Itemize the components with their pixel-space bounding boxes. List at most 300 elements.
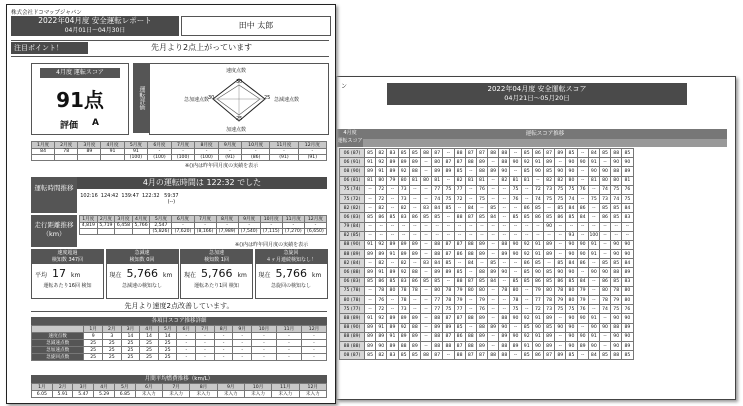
sheet2-cell: -- xyxy=(443,149,454,158)
table-row xyxy=(340,323,634,332)
company-name: 株式会社ドコマップジャパン xyxy=(11,10,82,16)
sheet2-cell: 88 xyxy=(454,277,465,286)
distance-prev-cell xyxy=(132,229,150,235)
sheet2-cell: 90 xyxy=(566,158,577,167)
table-row xyxy=(340,268,634,277)
sheet2-cell: -- xyxy=(588,296,599,305)
sheet2-cell: 89 xyxy=(476,250,487,259)
stat-foot: 運転あたり16回 検知 xyxy=(43,283,92,289)
sheet2-cell: 77 xyxy=(454,305,465,314)
sheet2-cell: 89 xyxy=(365,323,376,332)
stat-foot: 急旋回の検知なし xyxy=(270,283,311,289)
sheet2-cell: -- xyxy=(365,305,376,314)
month-score-cell: - xyxy=(195,149,219,155)
table-row xyxy=(340,259,634,268)
sheet2-cell: -- xyxy=(577,167,588,176)
sheet2-row-label: 82 (84) xyxy=(340,259,365,268)
sheet2-cell: 89 xyxy=(488,268,499,277)
sheet2-cell: 80 xyxy=(432,286,443,295)
sheet2-cell: 76 xyxy=(510,194,521,203)
sheet2-cell: 89 xyxy=(398,314,409,323)
month-header-cell: 11月度 xyxy=(270,142,298,149)
month-prev-cell: (86) xyxy=(242,155,270,161)
detail-cell: 3 xyxy=(102,333,121,340)
month-prev-cell: (91) xyxy=(298,155,326,161)
detail-cell: - xyxy=(233,347,252,354)
sheet2-cell: 81 xyxy=(476,176,487,185)
sheet2-cell: -- xyxy=(420,332,431,341)
sheet2-cell: 92 xyxy=(521,250,532,259)
sheet2-cell: -- xyxy=(365,286,376,295)
sheet2-cell: 85 xyxy=(432,277,443,286)
sheet2-cell: -- xyxy=(387,185,398,194)
sheet2-cell: 82 xyxy=(499,176,510,185)
table-row xyxy=(340,194,634,203)
sheet2-cell: 91 xyxy=(532,240,543,249)
sheet2-cell: 89 xyxy=(544,332,555,341)
sheet2-cell: 90 xyxy=(611,314,622,323)
sheet2-cell: 86 xyxy=(599,277,610,286)
month-score-cell: - xyxy=(270,149,298,155)
distance-prev-cell: (7,115) xyxy=(260,229,282,235)
drive-time-value: 139:47 xyxy=(121,193,139,199)
sheet2-cell: 81 xyxy=(432,176,443,185)
sheet2-row-label: 06 (91) xyxy=(340,158,365,167)
table-row xyxy=(340,158,634,167)
detail-cell: - xyxy=(177,333,196,340)
month-score-cell: 91 xyxy=(101,149,124,155)
sheet2-cell: 83 xyxy=(398,213,409,222)
sheet2-cell: -- xyxy=(521,286,532,295)
sheet2-cell: 92 xyxy=(376,158,387,167)
stat-row xyxy=(256,267,327,280)
sheet2-cell: 87 xyxy=(476,149,487,158)
sheet2-header xyxy=(387,77,687,107)
detail-cell: - xyxy=(301,340,326,347)
sheet2-cell: -- xyxy=(454,231,465,240)
detail-cell: - xyxy=(301,347,326,354)
sheet2-cell: 90 xyxy=(566,250,577,259)
distance-header-cell: 2月度 xyxy=(97,216,115,223)
sheet2-cell: 80 xyxy=(510,286,521,295)
sheet2-cell: 90 xyxy=(510,250,521,259)
distance-value-cell: 4,819 xyxy=(80,223,98,229)
sheet2-cell: 74 xyxy=(566,194,577,203)
fuel-month-cell: 9月 xyxy=(217,384,244,391)
sheet2-cell: 85 xyxy=(599,149,610,158)
sheet2-cell: 85 xyxy=(476,213,487,222)
sheet2-cell: -- xyxy=(443,222,454,231)
sheet2-cell: 81 xyxy=(521,176,532,185)
sheet2-cell: -- xyxy=(588,305,599,314)
sheet2-cell: 90 xyxy=(566,314,577,323)
sheet2-cell: 75 xyxy=(443,305,454,314)
sheet2-cell: 90 xyxy=(566,268,577,277)
sheet2-cell: 91 xyxy=(532,332,543,341)
table-row xyxy=(340,213,634,222)
sheet2-cell: 91 xyxy=(376,323,387,332)
sheet2-cell: -- xyxy=(420,341,431,350)
sheet2-cell: 89 xyxy=(544,314,555,323)
detail-cell: 25 xyxy=(140,354,159,361)
sheet2-cell: 88 xyxy=(409,167,420,176)
sheet2-row-label: 06 (88) xyxy=(340,268,365,277)
sheet2-cell: -- xyxy=(443,176,454,185)
month-header-cell: 4月度 xyxy=(101,142,124,149)
sheet2-cell: 89 xyxy=(577,341,588,350)
distance-header-cell: 11月度 xyxy=(282,216,304,223)
sheet2-cell: -- xyxy=(555,222,566,231)
month-header-cell: 12月度 xyxy=(298,142,326,149)
sheet2-cell: -- xyxy=(465,185,476,194)
sheet2-cell: 78 xyxy=(409,286,420,295)
sheet2-cell: -- xyxy=(577,149,588,158)
detail-cell: - xyxy=(196,340,215,347)
sheet2-cell: 88 xyxy=(454,213,465,222)
sheet2-cell: 84 xyxy=(465,259,476,268)
radar-svg xyxy=(150,64,328,134)
month-header-cell: 3月度 xyxy=(78,142,101,149)
sheet2-cell: 90 xyxy=(611,250,622,259)
distance-header-cell: 1月度 xyxy=(80,216,98,223)
sheet2-cell: 85 xyxy=(521,167,532,176)
monthly-score-table xyxy=(31,141,327,161)
sheet2-cell: 82 xyxy=(376,259,387,268)
sheet2-cell: -- xyxy=(588,259,599,268)
month-header-cell: 5月度 xyxy=(124,142,148,149)
table-row xyxy=(340,277,634,286)
sheet2-cell: 74 xyxy=(599,305,610,314)
sheet2-cell: -- xyxy=(510,222,521,231)
sheet2-cell: 75 xyxy=(443,194,454,203)
sheet2-cell: 90 xyxy=(588,341,599,350)
distance-header-cell: 7月度 xyxy=(194,216,216,223)
sheet2-row-label: 08 (90) xyxy=(340,167,365,176)
sheet2-cell: 87 xyxy=(465,277,476,286)
detail-cell: 25 xyxy=(121,347,140,354)
sheet2-cell: 89 xyxy=(499,250,510,259)
sheet2-cell: 87 xyxy=(454,240,465,249)
month-header-cell: 8月度 xyxy=(195,142,219,149)
distance-value-cell: - xyxy=(304,223,326,229)
sheet2-cell: 81 xyxy=(409,176,420,185)
sheet2-cell: 85 xyxy=(566,277,577,286)
sheet2-cell: 90 xyxy=(566,323,577,332)
sheet2-cell: 78 xyxy=(611,286,622,295)
sheet2-cell: 79 xyxy=(555,296,566,305)
grade-value: A xyxy=(92,118,99,128)
radar-left-value: 30 xyxy=(208,95,215,101)
detail-cell: - xyxy=(214,354,233,361)
sheet2-cell: 89 xyxy=(398,158,409,167)
sheet2-cell: 86 xyxy=(376,213,387,222)
sheet2-cell: 84 xyxy=(588,149,599,158)
sheet2-cell: 86 xyxy=(521,259,532,268)
improve-text: 先月より速度2点改善しています。 xyxy=(31,301,327,312)
sheet2-cell: -- xyxy=(488,158,499,167)
sheet2-cell: 88 xyxy=(465,250,476,259)
detail-month-cell: 9月 xyxy=(233,326,252,333)
fuel-month-cell: 11月 xyxy=(272,384,299,391)
detail-cell: - xyxy=(301,354,326,361)
sheet2-cell: 90 xyxy=(376,341,387,350)
sheet2-row-label: 06 (87) xyxy=(340,149,365,158)
detail-cell: - xyxy=(196,347,215,354)
sheet2-cell: -- xyxy=(420,286,431,295)
sheet2-cell: 88 xyxy=(465,314,476,323)
sheet2-cell: 90 xyxy=(577,240,588,249)
sheet2-cell: -- xyxy=(488,305,499,314)
sheet2-cell: 91 xyxy=(532,314,543,323)
sheet2-cell: 81 xyxy=(365,176,376,185)
distance-prev-cell xyxy=(97,229,115,235)
sheet2-cell: -- xyxy=(599,314,610,323)
sheet2-cell: 90 xyxy=(588,323,599,332)
sheet2-cell: 85 xyxy=(521,149,532,158)
sheet2-cell: -- xyxy=(488,332,499,341)
table-row xyxy=(340,167,634,176)
detail-cell: - xyxy=(214,333,233,340)
sheet2-cell: 90 xyxy=(510,314,521,323)
sheet2-cell: 82 xyxy=(376,351,387,360)
sheet2-cell: 84 xyxy=(566,204,577,213)
sheet2-cell: 84 xyxy=(588,351,599,360)
distance-value-cell: - xyxy=(238,223,260,229)
detail-month-cell: 1月 xyxy=(84,326,103,333)
radar-top-value: 30 xyxy=(236,79,243,85)
sheet2-cell: 72 xyxy=(454,194,465,203)
sheet2-cell: -- xyxy=(420,268,431,277)
stat-unit: km xyxy=(163,272,173,279)
sheet2-cell: 90 xyxy=(510,240,521,249)
sheet2-cell: 90 xyxy=(588,167,599,176)
sheet2-row-label: 75 (78) xyxy=(340,286,365,295)
sheet2-cell: 90 xyxy=(622,314,633,323)
sheet2-cell: -- xyxy=(420,323,431,332)
detail-cell: - xyxy=(276,333,301,340)
sheet2-cell: -- xyxy=(532,222,543,231)
sheet2-cell: 86 xyxy=(521,204,532,213)
sheet2-cell: 85 xyxy=(454,268,465,277)
sheet2-cell: 85 xyxy=(555,204,566,213)
sheet2-cell: -- xyxy=(521,194,532,203)
sheet2-cell: -- xyxy=(521,296,532,305)
table-row xyxy=(32,354,327,361)
sheet2-cell: -- xyxy=(488,185,499,194)
sheet2-cell: 88 xyxy=(432,240,443,249)
table-row xyxy=(32,347,327,354)
sheet2-cell: 89 xyxy=(387,314,398,323)
sheet2-cell: 84 xyxy=(622,259,633,268)
sheet2-cell: -- xyxy=(420,314,431,323)
detail-month-cell: 3月 xyxy=(121,326,140,333)
detail-cell: 25 xyxy=(84,340,103,347)
detail-cell: - xyxy=(177,347,196,354)
sheet2-cell: -- xyxy=(387,231,398,240)
sheet2-cell: -- xyxy=(510,323,521,332)
sheet2-cell: 87 xyxy=(465,213,476,222)
sheet2-cell: 77 xyxy=(432,185,443,194)
drive-time-cell xyxy=(161,193,181,205)
sheet2-cell: 87 xyxy=(443,240,454,249)
sheet2-cell: 89 xyxy=(622,323,633,332)
sheet2-cell: -- xyxy=(599,341,610,350)
sheet2-cell: 73 xyxy=(398,305,409,314)
sheet2-cell: 92 xyxy=(521,158,532,167)
fuel-value-cell: 未入力 xyxy=(162,391,189,398)
sheet2-cell: 85 xyxy=(398,149,409,158)
fuel-title: 月間平均燃費推移（km/L） xyxy=(31,375,327,383)
table-row xyxy=(32,333,327,340)
sheet2-cell: 90 xyxy=(599,268,610,277)
sheet2-cell: 77 xyxy=(532,296,543,305)
sheet2-cell: 89 xyxy=(510,341,521,350)
sheet2-cell: 91 xyxy=(521,341,532,350)
sheet2-cell: 82 xyxy=(376,204,387,213)
fuel-value-cell: 未入力 xyxy=(135,391,162,398)
sheet2-cell: -- xyxy=(599,222,610,231)
sheet2-cell: 80 xyxy=(398,176,409,185)
sheet2-cell: 87 xyxy=(454,314,465,323)
safety-report-front xyxy=(6,4,336,404)
sheet2-cell: -- xyxy=(365,222,376,231)
sheet2-cell: 92 xyxy=(398,268,409,277)
month-prev-cell: (100) xyxy=(124,155,148,161)
grade-label: 評価 xyxy=(60,121,79,131)
sheet2-cell: 89 xyxy=(387,323,398,332)
sheet2-cell: 89 xyxy=(365,250,376,259)
sheet2-cell: 75 xyxy=(611,185,622,194)
sheet2-row-label: 82 (82) xyxy=(340,204,365,213)
sheet2-cell: -- xyxy=(544,259,555,268)
sheet2-cell: -- xyxy=(510,167,521,176)
sheet2-cell: 90 xyxy=(577,332,588,341)
sheet2-cell: 76 xyxy=(622,185,633,194)
sheet2-cell: 85 xyxy=(365,351,376,360)
sheet2-cell: 88 xyxy=(465,240,476,249)
sheet2-cell: 83 xyxy=(622,277,633,286)
sheet2-cell: 79 xyxy=(577,296,588,305)
sheet2-cell: 85 xyxy=(521,277,532,286)
detail-cell: 14 xyxy=(140,333,159,340)
sheet2-cell: 89 xyxy=(409,341,420,350)
sheet2-cell: 87 xyxy=(476,351,487,360)
sheet2-cell: -- xyxy=(387,259,398,268)
detail-cell: 14 xyxy=(158,333,177,340)
sheet2-cell: 90 xyxy=(611,341,622,350)
sheet2-cell: 82 xyxy=(454,176,465,185)
sheet2-cell: -- xyxy=(577,351,588,360)
sheet2-cell: -- xyxy=(555,158,566,167)
sheet2-cell: 85 xyxy=(532,259,543,268)
detail-cell: - xyxy=(251,354,276,361)
sheet2-cell: 91 xyxy=(588,158,599,167)
sheet2-cell: -- xyxy=(499,204,510,213)
sheet2-cell: 78 xyxy=(443,286,454,295)
sheet2-cell: -- xyxy=(488,231,499,240)
sheet2-cell: -- xyxy=(387,222,398,231)
sheet2-cell: 80 xyxy=(432,158,443,167)
score-header: 4月度 運転スコア xyxy=(40,68,120,78)
driver-name: 田中 太郎 xyxy=(181,16,331,36)
sheet2-row-label: 82 (85) xyxy=(340,231,365,240)
sheet2-cell: 91 xyxy=(387,332,398,341)
sheet2-cell: 85 xyxy=(566,149,577,158)
fuel-value-cell: 未入力 xyxy=(244,391,271,398)
sheet2-cell: 90 xyxy=(622,250,633,259)
sheet2-cell: 89 xyxy=(622,167,633,176)
sheet2-cell: 90 xyxy=(566,240,577,249)
sheet2-cell: -- xyxy=(588,222,599,231)
sheet2-cell: 92 xyxy=(398,167,409,176)
fuel-value-cell: 6.05 xyxy=(32,391,53,398)
sheet2-cell: 75 xyxy=(544,194,555,203)
sheet2-cell: 88 xyxy=(420,149,431,158)
sheet2-cell: 80 xyxy=(420,176,431,185)
sheet2-cell: -- xyxy=(476,259,487,268)
stat-head: 速度超過 xyxy=(32,250,103,257)
sheet2-cell: -- xyxy=(420,305,431,314)
sheet2-cell: 89 xyxy=(476,314,487,323)
fuel-month-cell: 8月 xyxy=(190,384,217,391)
stat-value: 5,766 xyxy=(201,267,233,280)
sheet2-cell: -- xyxy=(611,231,622,240)
sheet2-cell: 88 xyxy=(611,167,622,176)
sheet2-cell: -- xyxy=(365,259,376,268)
sheet2-cell: 90 xyxy=(532,268,543,277)
sheet2-row-label: 88 (90) xyxy=(340,240,365,249)
sheet2-cell: 84 xyxy=(577,277,588,286)
sheet2-cell: 81 xyxy=(465,176,476,185)
sheet2-cell: 78 xyxy=(398,296,409,305)
sheet2-cell: 83 xyxy=(398,277,409,286)
stat-unit: km xyxy=(237,272,247,279)
sheet2-cell: 90 xyxy=(599,167,610,176)
sheet2-cell: 76 xyxy=(376,296,387,305)
sheet2-cell: 75 xyxy=(510,185,521,194)
sheet2-cell: 88 xyxy=(611,268,622,277)
sheet2-cell: 87 xyxy=(443,158,454,167)
drive-time-cell xyxy=(79,193,99,199)
sheet2-cell: 89 xyxy=(409,314,420,323)
sheet2-cell: -- xyxy=(376,222,387,231)
sheet2-cell: 88 xyxy=(432,250,443,259)
distance-value-cell: - xyxy=(172,223,194,229)
sheet2-cell: 90 xyxy=(499,167,510,176)
sheet2-cell: -- xyxy=(510,259,521,268)
fuel-value-cell: 未入力 xyxy=(272,391,299,398)
sheet2-cell: 85 xyxy=(544,277,555,286)
detail-title: 各項目スコア推移詳細 xyxy=(31,317,327,325)
drive-time-headline: 4月の運転時間は 122:32 でした xyxy=(77,177,327,189)
sheet2-cell: 80 xyxy=(544,286,555,295)
sheet2-cell: -- xyxy=(409,305,420,314)
sheet2-cell: 72 xyxy=(376,305,387,314)
sheet2-title: 2022年04月度 安全運転スコア xyxy=(487,85,587,93)
stat-row xyxy=(181,267,252,280)
sheet2-cell: 85 xyxy=(611,277,622,286)
radar-right-label: 急減速点数 xyxy=(274,97,300,103)
sheet2-cell: 85 xyxy=(532,204,543,213)
sheet2-cell: 89 xyxy=(555,351,566,360)
fuel-value-cell: 未入力 xyxy=(190,391,217,398)
drive-time-prev: (--) xyxy=(167,199,176,205)
month-score-cell: 84 xyxy=(32,149,55,155)
sheet2-cell: 85 xyxy=(365,213,376,222)
sheet2-row-label: 75 (72) xyxy=(340,194,365,203)
sheet2-cell: 91 xyxy=(588,314,599,323)
detail-cell: - xyxy=(177,340,196,347)
